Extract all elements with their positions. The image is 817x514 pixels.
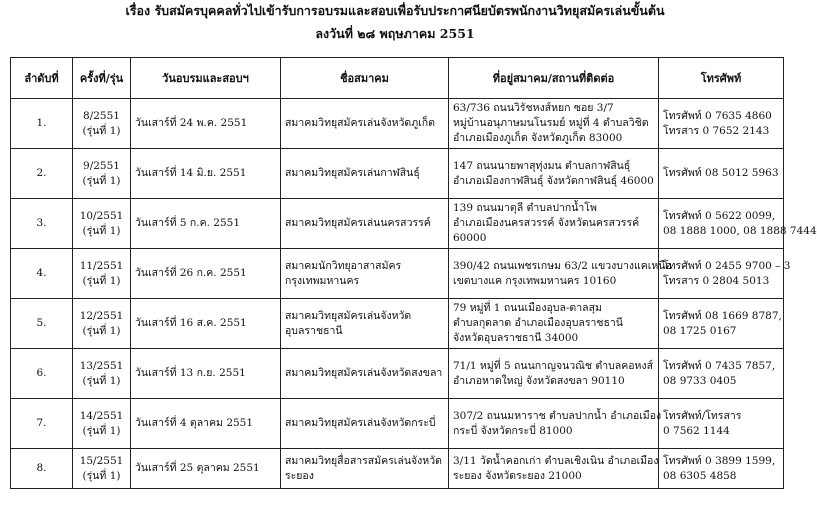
association-name-line: สมาคมวิทยุสมัครเล่นจังหวัดภูเก็ต	[285, 117, 435, 129]
training-date-cell	[131, 399, 281, 449]
phone-line: 08 1725 0167	[663, 324, 737, 337]
table-row	[11, 99, 784, 149]
row-number-cell	[11, 299, 73, 349]
table-row	[11, 449, 784, 489]
training-date: วันเสาร์ที่ 24 พ.ค. 2551	[135, 117, 248, 129]
address-line: หมู่บ้านอนุภาษมนโนรมย์ หมู่ที่ 4 ตำบลวิชิต	[453, 117, 649, 129]
phone-line: โทรศัพท์ 0 5622 0099,	[663, 209, 776, 222]
association-cell	[281, 299, 449, 349]
header-number: ลำดับที่	[11, 58, 73, 99]
phone-cell	[659, 299, 784, 349]
row-number: 5.	[36, 317, 47, 329]
address-cell	[449, 449, 659, 489]
training-date: วันเสาร์ที่ 5 ก.ค. 2551	[135, 217, 240, 229]
row-number: 4.	[36, 267, 47, 279]
round-cell	[73, 299, 131, 349]
table-row	[11, 249, 784, 299]
address-cell	[449, 249, 672, 299]
address-line: จังหวัดอุบลราชธานี 34000	[453, 332, 579, 344]
round-line: 12/2551	[79, 309, 124, 322]
table-body	[11, 99, 817, 489]
round-cell	[73, 99, 131, 149]
round-line: (รุ่นที่ 1)	[82, 374, 121, 387]
training-date-cell	[131, 249, 281, 299]
round-cell	[73, 449, 131, 489]
phone-cell	[659, 349, 784, 399]
course-schedule-table	[10, 57, 817, 489]
training-date: วันเสาร์ที่ 4 ตุลาคม 2551	[135, 417, 254, 429]
association-name-line: สมาคมวิทยุสมัครเล่นกาฬสินธุ์	[285, 167, 420, 179]
round-line: (รุ่นที่ 1)	[82, 274, 121, 287]
header-association: ชื่อสมาคม	[281, 58, 449, 99]
table-row	[11, 199, 784, 249]
address-cell	[449, 399, 662, 449]
row-number-cell	[11, 449, 73, 489]
table-row	[11, 399, 784, 449]
address-line: อำเภอเมืองกาฬสินธุ์ จังหวัดกาฬสินธุ์ 46000	[453, 174, 654, 187]
round-cell	[73, 249, 131, 299]
phone-cell	[659, 249, 791, 299]
address-line: อำเภอเมืองนครสวรรค์ จังหวัดนครสวรรค์	[453, 217, 640, 229]
phone-line: โทรศัพท์ 0 7635 4860	[663, 109, 772, 122]
address-line: กระบี่ จังหวัดกระบี่ 81000	[453, 424, 573, 437]
phone-line: โทรศัพท์ 0 3899 1599,	[663, 454, 776, 467]
round-line: 13/2551	[79, 359, 124, 372]
row-number: 7.	[36, 417, 47, 429]
round-line: 11/2551	[79, 259, 124, 272]
round-cell	[73, 399, 131, 449]
address-line: เขตบางแค กรุงเทพมหานคร 10160	[453, 274, 617, 287]
round-line: (รุ่นที่ 1)	[82, 174, 121, 187]
table-row	[11, 349, 784, 399]
training-date: วันเสาร์ที่ 25 ตุลาคม 2551	[135, 462, 260, 474]
address-cell	[449, 349, 659, 399]
phone-line: 08 6305 4858	[663, 469, 737, 482]
address-line: 60000	[453, 232, 487, 244]
training-date: วันเสาร์ที่ 14 มิ.ย. 2551	[135, 167, 247, 179]
header-phone: โทรศัพท์	[659, 58, 784, 99]
training-date: วันเสาร์ที่ 16 ส.ค. 2551	[135, 317, 247, 329]
address-line: 63/736 ถนนวิรัชหงส์หยก ซอย 3/7	[453, 102, 614, 114]
association-name-line: กรุงเทพมหานคร	[285, 274, 360, 287]
row-number-cell	[11, 399, 73, 449]
address-cell	[449, 99, 659, 149]
association-cell	[281, 199, 449, 249]
training-date-cell	[131, 299, 281, 349]
training-date: วันเสาร์ที่ 13 ก.ย. 2551	[135, 367, 246, 379]
row-number-cell	[11, 199, 73, 249]
table-row	[11, 149, 784, 199]
phone-line: โทรศัพท์ 0 7435 7857,	[663, 359, 776, 372]
document-title: เรื่อง รับสมัครบุคคลทั่วไปเข้ารับการอบรมและสอบเพื่อรับประกาศนียบัตรพนักงานวิทยุสมัครเล่นขั้นต้น	[125, 3, 665, 18]
association-name-line: สมาคมนักวิทยุอาสาสมัคร	[285, 259, 402, 272]
address-cell	[449, 199, 659, 249]
round-cell	[73, 199, 131, 249]
training-date-cell	[131, 99, 281, 149]
phone-line: โทรศัพท์/โทรสาร	[663, 409, 742, 422]
row-number-cell	[11, 249, 73, 299]
round-line: 14/2551	[79, 409, 124, 422]
round-line: 9/2551	[83, 159, 120, 172]
row-number-cell	[11, 99, 73, 149]
phone-line: โทรศัพท์ 0 2455 9700 – 3	[663, 259, 791, 272]
training-date-cell	[131, 349, 281, 399]
association-name-line: สมาคมวิทยุสมัครเล่นนครสวรรค์	[285, 217, 431, 229]
phone-line: 08 9733 0405	[663, 374, 737, 387]
round-line: 15/2551	[79, 454, 124, 467]
training-date: วันเสาร์ที่ 26 ก.ค. 2551	[135, 267, 247, 279]
association-name-line: สมาคมวิทยุสมัครเล่นจังหวัดสงขลา	[285, 367, 443, 379]
association-name-line: สมาคมวิทยุสื่อสารสมัครเล่นจังหวัด	[285, 454, 442, 467]
round-line: (รุ่นที่ 1)	[82, 124, 121, 137]
row-number: 8.	[36, 462, 47, 474]
table-row	[11, 299, 784, 349]
address-line: 307/2 ถนนมหาราช ตำบลปากน้ำ อำเภอเมือง	[453, 409, 662, 422]
row-number: 6.	[36, 367, 47, 379]
phone-cell	[659, 449, 784, 489]
header-date: วันอบรมและสอบฯ	[131, 58, 281, 99]
address-line: 390/42 ถนนเพชรเกษม 63/2 แขวงบางแคเหนือ	[453, 259, 672, 272]
round-line: 8/2551	[83, 109, 120, 122]
association-name-line: ระยอง	[285, 469, 314, 482]
phone-line: โทรสาร 0 7652 2143	[663, 124, 770, 137]
round-line: (รุ่นที่ 1)	[82, 224, 121, 237]
association-name-line: สมาคมวิทยุสมัครเล่นจังหวัด	[285, 309, 412, 322]
address-cell	[449, 299, 659, 349]
address-cell	[449, 149, 659, 199]
header-round: ครั้งที่/รุ่น	[73, 58, 131, 99]
round-cell	[73, 149, 131, 199]
training-date-cell	[131, 149, 281, 199]
address-line: ระยอง จังหวัดระยอง 21000	[453, 469, 582, 482]
address-line: ตำบลกุดลาด อำเภอเมืองอุบลราชธานี	[453, 317, 623, 329]
row-number: 3.	[36, 217, 47, 229]
phone-cell	[659, 399, 784, 449]
training-date-cell	[131, 199, 281, 249]
row-number-cell	[11, 149, 73, 199]
round-line: (รุ่นที่ 1)	[82, 469, 121, 482]
address-line: 71/1 หมู่ที่ 5 ถนนกาญจนวณิช ตำบลคอหงส์	[453, 359, 653, 372]
association-cell	[281, 399, 449, 449]
association-name-line: อุบลราชธานี	[285, 324, 343, 337]
phone-cell	[659, 149, 784, 199]
phone-line: 08 1888 1000, 08 1888 7444	[663, 224, 817, 237]
round-line: (รุ่นที่ 1)	[82, 424, 121, 437]
table-header-row	[11, 58, 784, 99]
row-number-cell	[11, 349, 73, 399]
row-number: 1.	[36, 117, 47, 129]
header-address: ที่อยู่สมาคม/สถานที่ติดต่อ	[449, 58, 659, 99]
document-date: ลงวันที่ ๒๘ พฤษภาคม 2551	[315, 26, 475, 41]
round-line: (รุ่นที่ 1)	[82, 324, 121, 337]
phone-line: โทรศัพท์ 08 1669 8787,	[663, 309, 782, 322]
association-cell	[281, 249, 449, 299]
round-line: 10/2551	[79, 209, 124, 222]
association-name-line: สมาคมวิทยุสมัครเล่นจังหวัดกระบี่	[285, 417, 436, 429]
phone-cell	[659, 99, 784, 149]
address-line: อำเภอเมืองภูเก็ต จังหวัดภูเก็ต 83000	[453, 132, 623, 144]
address-line: 139 ถนนมาตุลี ตำบลปากน้ำโพ	[453, 202, 597, 214]
row-number: 2.	[36, 167, 47, 179]
association-cell	[281, 449, 449, 489]
address-line: 3/11 วัดน้ำคอกเก่า ตำบลเชิงเนิน อำเภอเมือง	[453, 454, 659, 467]
association-cell	[281, 99, 449, 149]
phone-line: โทรศัพท์ 08 5012 5963	[663, 167, 779, 179]
phone-line: 0 7562 1144	[663, 424, 730, 437]
round-cell	[73, 349, 131, 399]
address-line: 147 ถนนนายพาสุทุ่งมน ตำบลกาฬสินธุ์	[453, 159, 631, 172]
training-date-cell	[131, 449, 281, 489]
phone-cell	[659, 199, 817, 249]
phone-line: โทรสาร 0 2804 5013	[663, 274, 770, 287]
association-cell	[281, 349, 449, 399]
address-line: 79 หมู่ที่ 1 ถนนเมืองอุบล-ตาลสุม	[453, 302, 602, 314]
address-line: อำเภอหาดใหญ่ จังหวัดสงขลา 90110	[453, 374, 625, 387]
association-cell	[281, 149, 449, 199]
